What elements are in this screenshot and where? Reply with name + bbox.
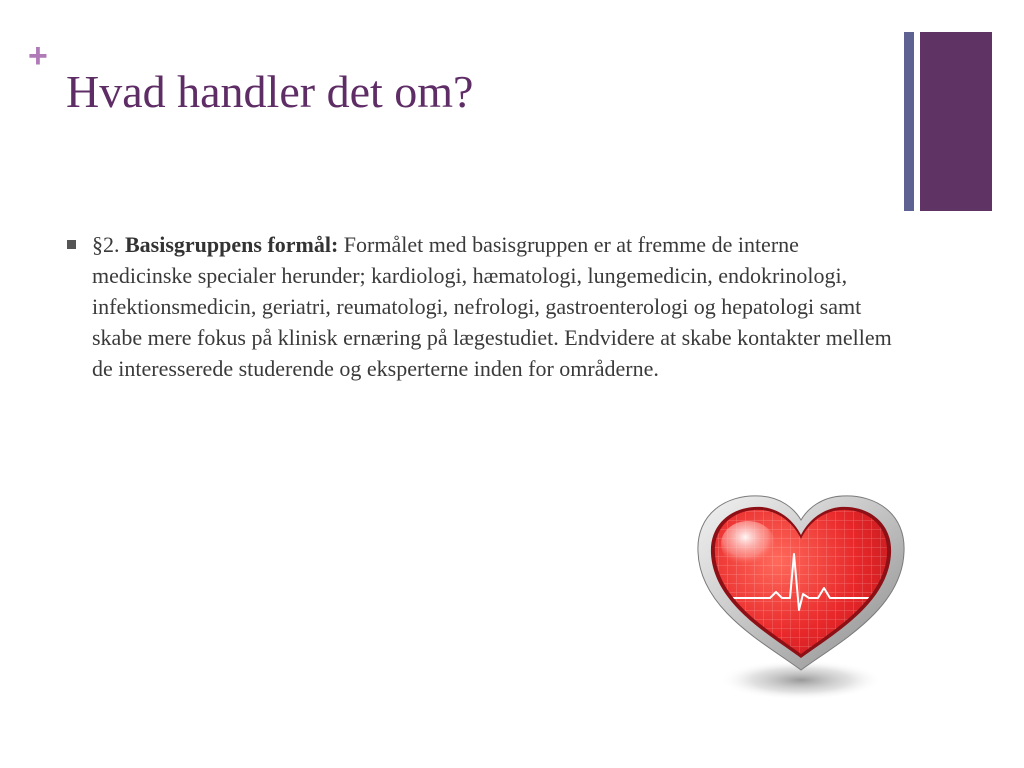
- bullet-square-icon: [67, 240, 76, 249]
- heart-ecg-icon: [682, 484, 920, 704]
- list-item: [66, 229, 896, 384]
- accent-bar-thick: [920, 32, 992, 211]
- section-number: §2.: [92, 232, 125, 257]
- section-heading: Basisgruppens formål:: [125, 232, 339, 257]
- section-text: Formålet med basisgruppen er at fremme de interne medicinske specialer herunder; kardiologi, hæmatologi, lungemedicin, endokrinologi, infektionsmedicin, geriatri, reumatologi, nefrologi, gastroenterologi og hepatologi samt skabe mere fokus på klinisk ernæring på lægestudiet. Endvidere at skabe kontakter mellem de interesserede studerende og eksperterne inden for områderne.: [92, 232, 892, 381]
- slide-title: Hvad handler det om?: [66, 66, 474, 117]
- content-list: [66, 229, 896, 384]
- accent-bar-thin: [904, 32, 914, 211]
- plus-mark: +: [28, 37, 48, 75]
